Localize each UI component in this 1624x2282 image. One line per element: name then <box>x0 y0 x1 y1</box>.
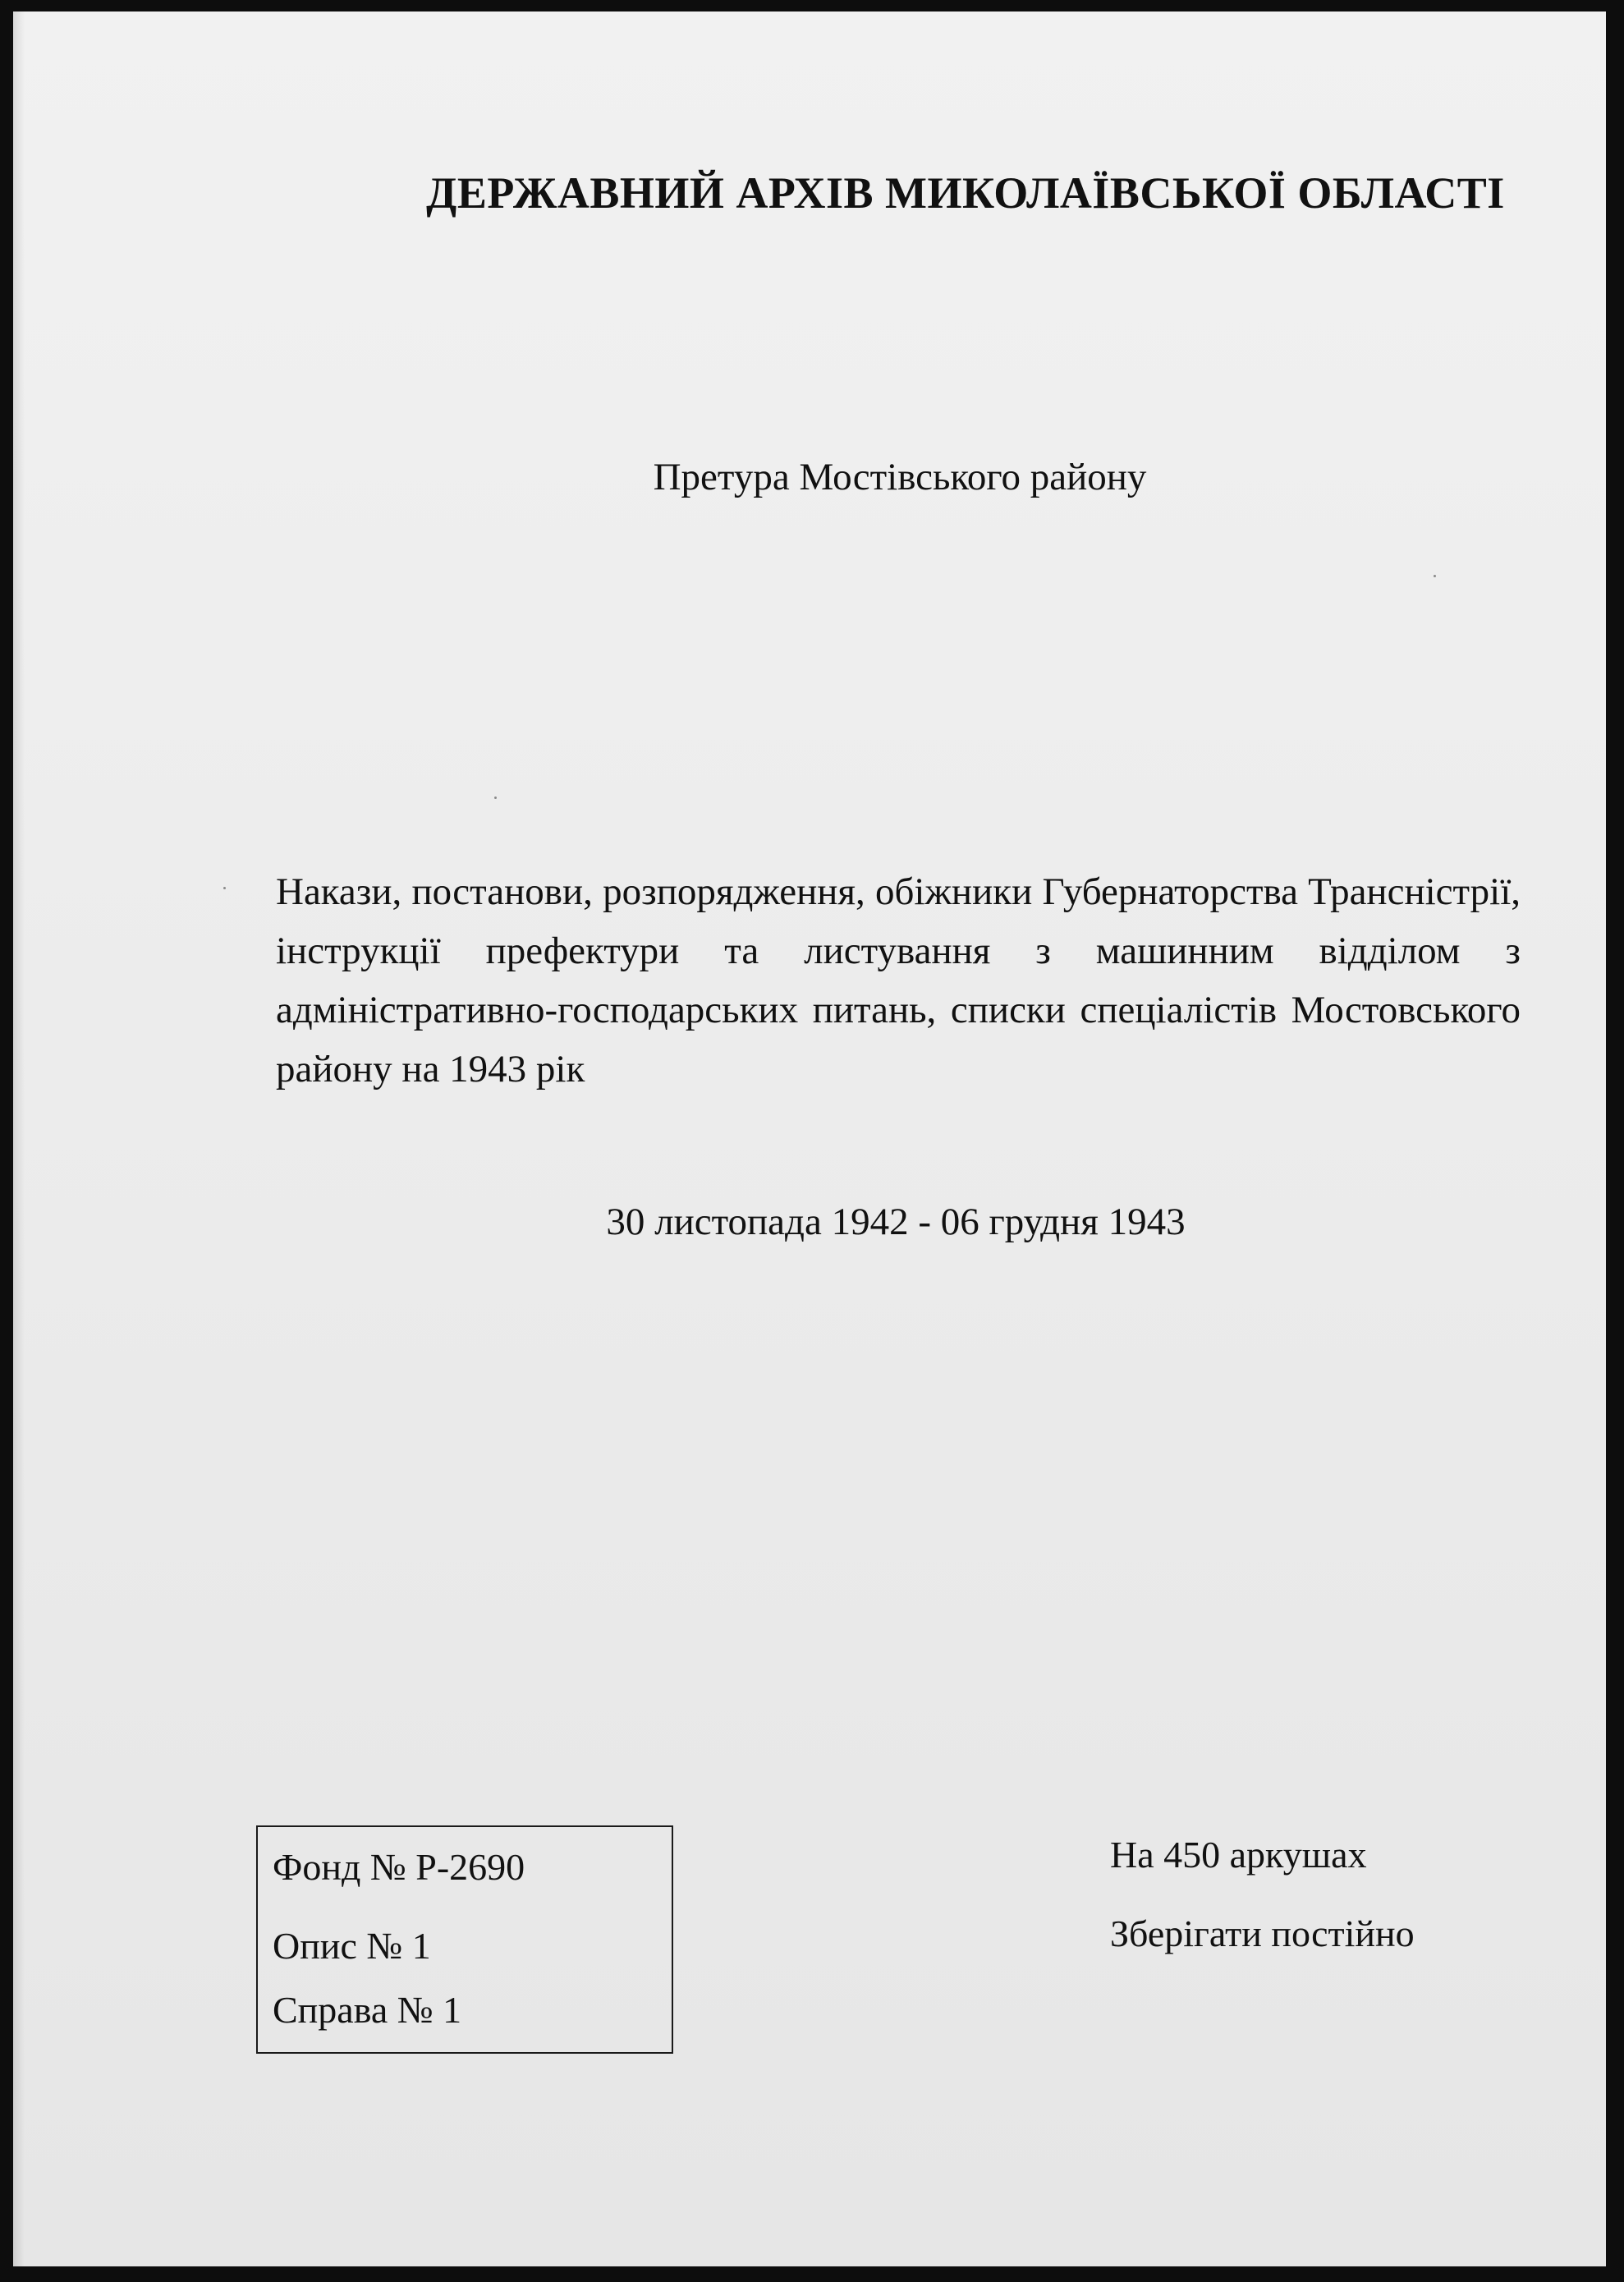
file-description: Накази, постанови, розпорядження, обіжники Губернаторства Трансністрії, інструкції префектури та листування з машинним відділом з адміністративно-господарських питань, списки спеціалістів Мостовського району на 1943 рік <box>276 870 1521 1090</box>
paper-speck <box>1434 575 1436 577</box>
sheet-count: На 450 аркушах <box>1110 1834 1367 1876</box>
storage-info <box>1110 1833 1415 1990</box>
sprava-number: Справа № 1 <box>273 1989 462 2031</box>
reference-box <box>256 1825 673 2054</box>
paper-speck <box>494 797 497 799</box>
archive-title: ДЕРЖАВНИЙ АРХІВ МИКОЛАЇВСЬКОЇ ОБЛАСТІ <box>426 168 1505 218</box>
opys-number: Опис № 1 <box>273 1925 431 1967</box>
fund-name: Претура Мостівського району <box>653 456 1147 498</box>
fond-number: Фонд № Р-2690 <box>273 1846 525 1888</box>
page-edge-shadow <box>13 11 25 2266</box>
date-range: 30 листопада 1942 - 06 грудня 1943 <box>606 1201 1186 1243</box>
retention-note: Зберігати постійно <box>1110 1912 1415 1954</box>
document-page <box>13 11 1606 2266</box>
paper-speck <box>223 887 226 889</box>
